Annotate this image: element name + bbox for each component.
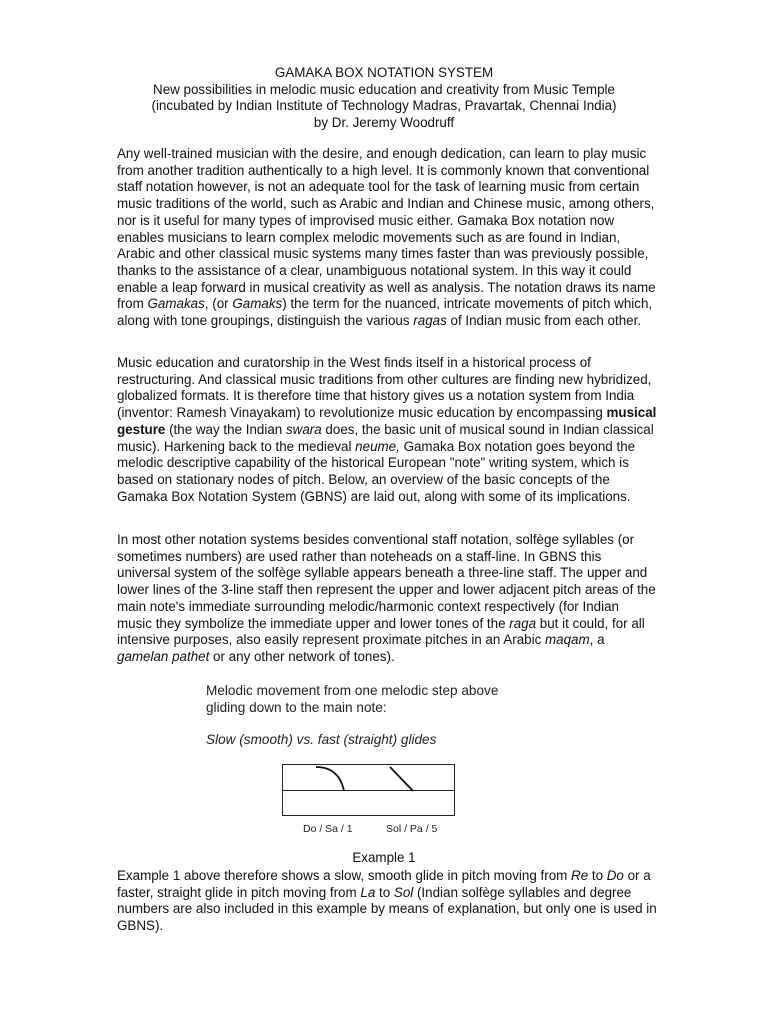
- bold-term: musical gesture: [117, 405, 657, 437]
- italic-term: Sol: [393, 884, 414, 900]
- solfege-label-1: Do / Sa / 1: [303, 823, 353, 835]
- italic-term: La: [360, 884, 376, 900]
- figure-caption-line-3: Slow (smooth) vs. fast (straight) glides: [206, 732, 437, 747]
- paragraph-2: [117, 355, 657, 505]
- document-author: by Dr. Jeremy Woodruff: [313, 114, 455, 130]
- text-run: Music education and curatorship in the West finds itself in a historical process of restructuring. And classical music traditions from other cultures are finding new hybridized, globalized formats. It is therefore time that history gives us a notation system from India (inventor: Ramesh Vinayakam) to revolutionize music education by encompassing: [117, 355, 652, 421]
- figure-caption-line-1: Melodic movement from one melodic step above: [206, 683, 499, 698]
- fast-straight-glide-line: [390, 767, 413, 791]
- document-header: [100, 65, 668, 131]
- italic-term: ragas: [413, 313, 447, 329]
- paragraph-4: [117, 868, 657, 935]
- text-run: In most other notation systems besides conventional staff notation, solfège syllables (or sometimes numbers) are used rather than noteheads on a staff-line. In GBNS this universal system of the solfège syllable appears beneath a three-line staff. The upper and lower lines of the 3-line staff then represent the upper and lower adjacent pitch areas of the main note's immediate surrounding melodic/harmonic context respectively (for Indian music they symbolize the immediate upper and lower tones of the: [117, 532, 656, 631]
- text-run: Gamaka Box notation goes beyond the melodic descriptive capability of the historical European "note" writing system, which is based on stationary nodes of pitch. Below, an overview of the basic concepts of the Gamaka Box Notation System (GBNS) are laid out, along with some of its implications.: [117, 438, 636, 504]
- italic-term: Re: [571, 868, 589, 883]
- text-run: (Indian solfège syllables and degree numbers are also included in this example by means of explanation, but only one is used in GBNS).: [117, 884, 657, 934]
- text-run: , (or: [204, 296, 233, 312]
- italic-term: swara: [285, 421, 322, 437]
- example-figure: [190, 680, 550, 840]
- document-subtitle-2: (incubated by Indian Institute of Technology Madras, Pravartak, Chennai India): [151, 98, 617, 113]
- slow-smooth-glide-curve: [316, 767, 344, 791]
- document-subtitle-1: New possibilities in melodic music education and creativity from Music Temple: [153, 81, 615, 97]
- italic-term: raga: [509, 615, 537, 631]
- italic-term: maqam: [544, 632, 590, 648]
- italic-term: Gamaks: [232, 296, 283, 312]
- text-run: ) the term for the nuanced, intricate movements of pitch which, along with tone groupings, distinguish the various: [117, 296, 653, 329]
- text-run: to: [375, 884, 394, 900]
- text-run: , a: [589, 632, 605, 648]
- italic-term: neume,: [355, 438, 400, 454]
- glide-marks: [283, 765, 456, 817]
- italic-term: Gamakas: [147, 296, 205, 312]
- text-run: (the way the Indian: [165, 421, 286, 437]
- text-run: or any other network of tones).: [209, 648, 395, 664]
- text-run: but it could, for all intensive purposes, also easily represent proximate pitches in an Arabic: [117, 615, 645, 648]
- text-run: of Indian music from each other.: [446, 313, 642, 329]
- text-run: or a faster, straight glide in pitch moving from: [117, 868, 651, 900]
- text-run: Example 1 above therefore shows a slow, smooth glide in pitch moving from: [117, 868, 572, 883]
- paragraph-1: [117, 146, 657, 330]
- gamaka-staff: [282, 764, 455, 816]
- text-run: to: [588, 868, 607, 883]
- document-title: GAMAKA BOX NOTATION SYSTEM: [274, 65, 494, 80]
- text-run: Any well-trained musician with the desire, and enough dedication, can learn to play music from another tradition authentically to a high level. It is commonly known that conventional staff notation however, is not an adequate tool for the task of learning music from certain music traditions of the world, such as Arabic and Indian and Chinese music, among others, nor is it useful for many types of improvised music either. Gamaka Box notation now enables musicians to learn complex melodic movements such as are found in Indian, Arabic and other classical music systems many times faster than was previously possible, thanks to the assistance of a clear, unambiguous notational system. In this way it could enable a leap forward in musical creativity as well as analysis. The notation draws its name from: [117, 146, 656, 312]
- italic-term: Do: [606, 868, 624, 883]
- text-run: does, the basic unit of musical sound in Indian classical music). Harkening back to the medieval: [117, 421, 654, 454]
- solfege-label-2: Sol / Pa / 5: [386, 823, 438, 835]
- figure-caption-line-2: gliding down to the main note:: [206, 700, 387, 715]
- example-label: Example 1: [352, 850, 416, 865]
- italic-term: gamelan pathet: [117, 648, 210, 664]
- paragraph-3: [117, 532, 657, 666]
